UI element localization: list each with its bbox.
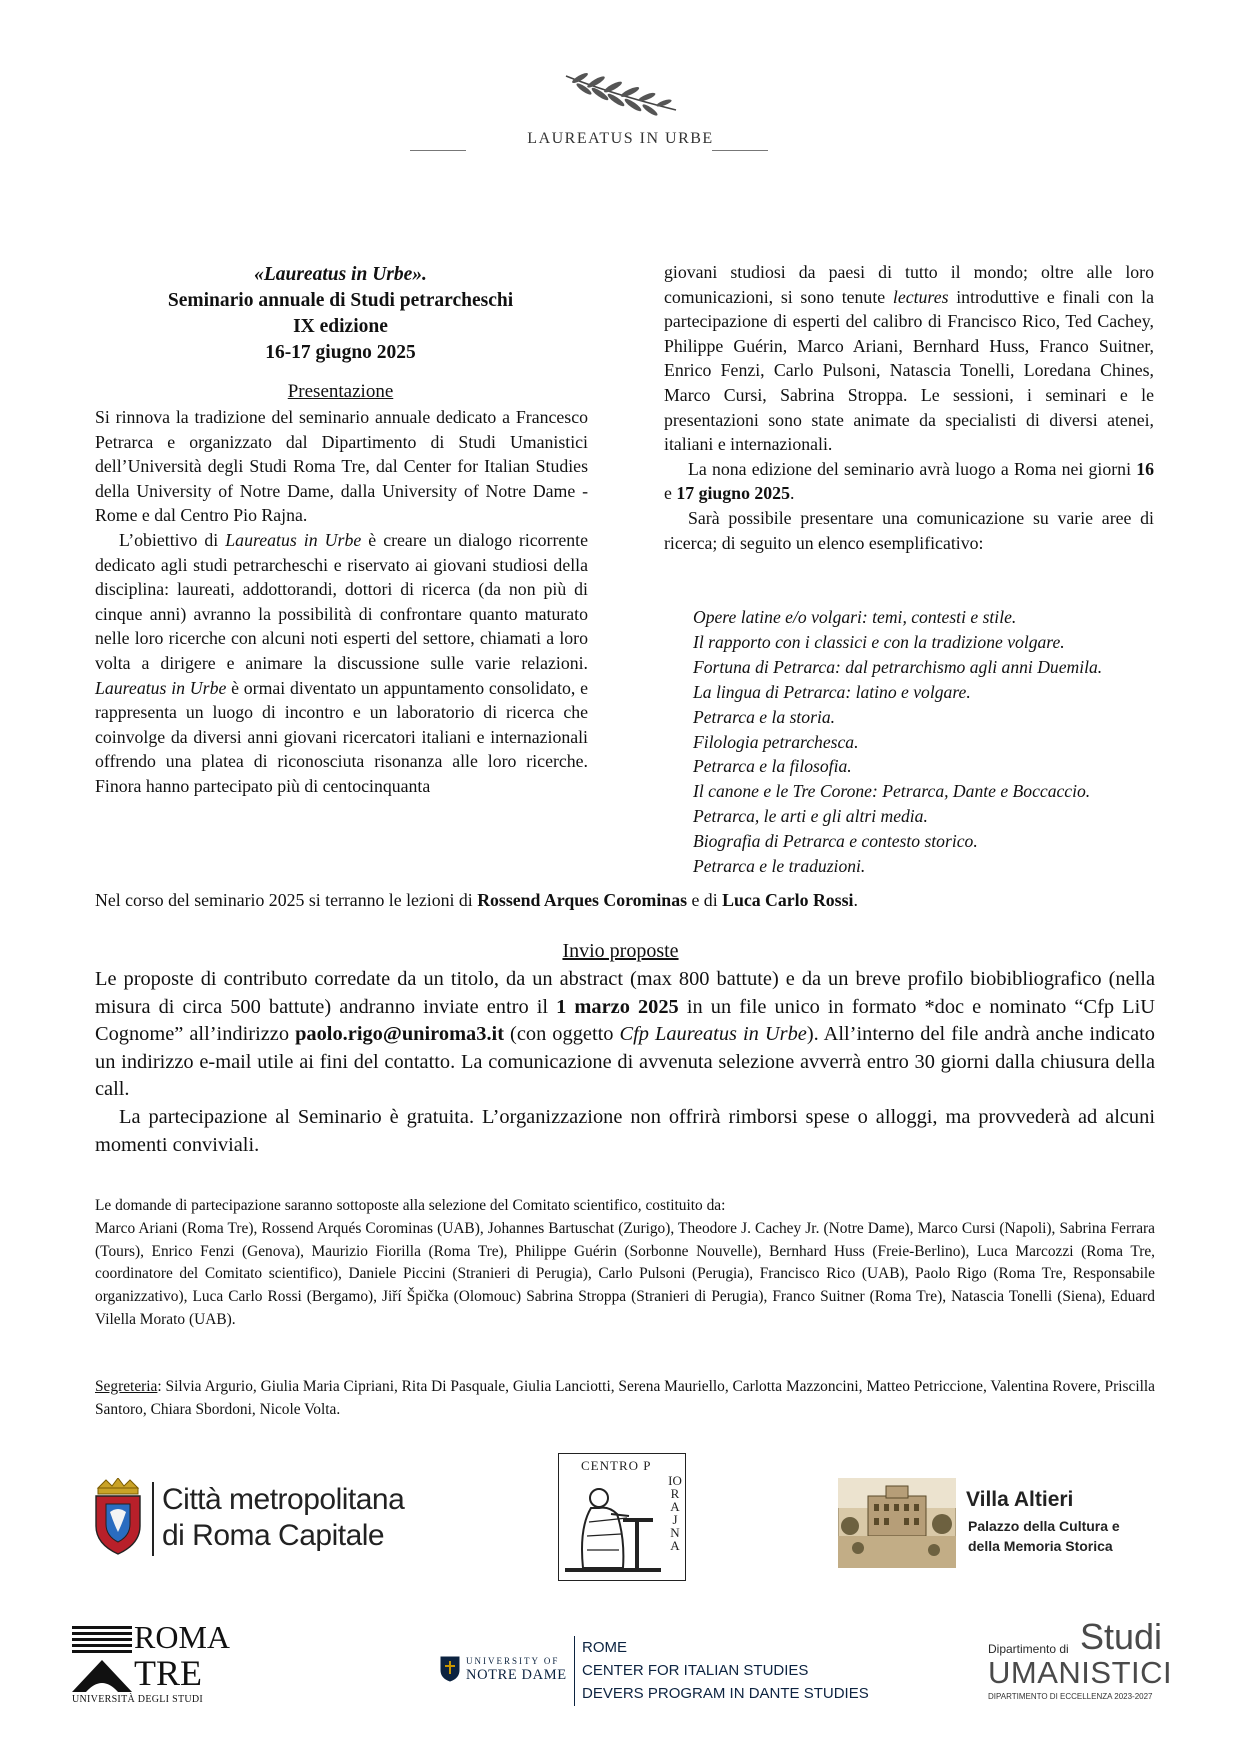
dsu-studi: Studi [1080,1616,1163,1657]
pio-rajna-top-text: CENTRO P [581,1458,652,1473]
italic-title: Laureatus in Urbe [95,677,227,698]
tre-text: TRE [134,1653,202,1693]
list-item: Fortuna di Petrarca: dal petrarchismo agli anni Duemila. [693,656,1103,677]
scholar-engraving-icon [565,1478,661,1576]
villa-engraving-icon [838,1478,956,1568]
left-column [95,405,588,799]
deadline-date: 1 marzo 2025 [556,995,679,1018]
list-item: Petrarca e la storia. [693,706,836,727]
lessons-line [95,888,1155,912]
villa-sub-line-1: Palazzo della Cultura e [968,1518,1120,1534]
lecturer-name: Luca Carlo Rossi [722,890,854,910]
heading-dates: 16-17 giugno 2025 [265,342,416,363]
text-span: (con oggetto [504,1023,620,1046]
text-span: e di [687,890,723,910]
segreteria-names: : Silvia Argurio, Giulia Maria Cipriani, Rita Di Pasquale, Giulia Lanciotti, Serena Mauriello, Carlotta Mazzoncini, Matteo Petriccione, Valentina Rovere, Priscilla Santoro, Chiara Sbordoni, Nicole Volta. [95,1378,1155,1418]
divider [574,1636,575,1706]
seminar-heading [93,262,588,366]
committee-intro: Le domande di partecipazione saranno sottoposte alla selezione del Comitato scientifico, costituito da: [95,1197,726,1214]
studi-umanistici-logo [988,1616,1173,1708]
heading-subtitle: Seminario annuale di Studi petrarcheschi [167,290,514,311]
lecturer-name: Rossend Arques Corominas [477,890,688,910]
roma-text: ROMA [134,1619,231,1655]
villa-sub-line-2: della Memoria Storica [968,1538,1113,1554]
segreteria-label: Segreteria [95,1378,158,1395]
list-item: La lingua di Petrarca: latino e volgare. [693,681,971,702]
presentazione-title: Presentazione [287,381,394,402]
list-item: Filologia petrarchesca. [693,731,859,752]
right-column [664,260,1154,555]
segreteria-section [95,1375,1155,1421]
roma-tre-subtitle: UNIVERSITÀ DEGLI STUDI [72,1694,204,1705]
text-span: introduttive e finali con la partecipazione di esperti del calibro di Francisco Rico, Ted Cachey, Philippe Guérin, Marco Ariani, Bernhard Huss, Franco Suitner, Enrico Fenzi, Carlo Pulsoni, Natascia Tonelli, Loredana Chines, Marco Cursi, Sabrina Stroppa. Le sessioni, i seminari e le presentazioni sono state animate da specialisti di diversi atenei, italiani e internazionali. [664,286,1154,455]
text-span: L’obiettivo di [119,529,226,550]
nd-name: NOTRE DAME [466,1667,567,1683]
heading-title: «Laureatus in Urbe». [254,264,427,285]
masthead-rule-right [712,150,768,151]
text-span: . [853,890,858,910]
roma-tre-logo [72,1619,232,1706]
citta-text [162,1482,404,1554]
list-item: Petrarca e le traduzioni. [693,856,866,877]
text-span: La nona edizione del seminario avrà luogo a Roma nei giorni [688,458,1137,479]
presentazione-paragraph-4: Sarà possibile presentare una comunicazione su varie aree di ricerca; di seguito un elenco esemplificativo: [664,507,1154,553]
text-span: giovani studiosi da paesi di tutto il mondo; oltre alle loro comunicazioni, si sono tenute [664,262,1154,307]
citta-metropolitana-logo [92,1470,432,1575]
committee-members: Marco Ariani (Roma Tre), Rossend Arqués Corominas (UAB), Johannes Bartuschat (Zurigo), Theodore J. Cachey Jr. (Notre Dame), Marco Cursi (Napoli), Sabrina Ferrara (Tours), Enrico Fenzi (Genova), Maurizio Fiorilla (Roma Tre), Philippe Guérin (Sorbonne Nouvelle), Bernhard Huss (Freie-Berlino), Luca Marcozzi (Roma Tre, coordinatore del Comitato scientifico), Daniele Piccini (Stranieri di Perugia), Carlo Pulsoni (Perugia), Francisco Rico (UAB), Paolo Rigo (Roma Tre, Responsabile organizzativo), Luca Carlo Rossi (Bergamo), Jiří Špička (Olomouc) Sabrina Stroppa (Stranieri di Perugia), Franco Suitner (Roma Tre), Natascia Tonelli (Siena), Eduard Vilella Morato (UAB). [95,1219,1155,1328]
bold-date: 17 giugno 2025 [676,483,790,504]
notre-dame-shield-icon [440,1656,460,1682]
presentazione-paragraph-2 [95,528,588,799]
masthead-rule-left [410,150,466,151]
roma-tre-stripes [72,1626,132,1656]
list-item: Opere latine e/o volgari: temi, contesti e stile. [693,607,1017,627]
contact-email[interactable]: paolo.rigo@uniroma3.it [295,1023,504,1046]
coat-of-arms-icon [92,1478,144,1558]
divider [152,1482,154,1556]
heading-edition: IX edizione [293,316,388,337]
bold-date: 16 [1136,458,1154,479]
citta-line-2: di Roma Capitale [162,1519,385,1552]
villa-altieri-logo [838,1478,1168,1573]
invio-paragraph-2: La partecipazione al Seminario è gratuita. L’organizzazione non offrirà rimborsi spese o alloggi, ma provvederà ad alcuni momenti conviviali. [95,1105,1155,1156]
nd-center: CENTER FOR ITALIAN STUDIES [582,1662,809,1679]
text-span: è ormai diventato un appuntamento consolidato, e rappresenta un luogo di incontro e un laboratorio di ricerca che coinvolge da diversi anni giovani ricercatori italiani e internazionali offrendo una platea di riconosciuta risonanza alle loro ricerche. Finora hanno partecipato più di centocinquanta [95,677,589,796]
italic-title: Laureatus in Urbe [225,529,362,550]
list-item: Biografia di Petrarca e contesto storico. [693,831,978,852]
invio-paragraph-1 [95,966,1155,1104]
dsu-subtitle: DIPARTIMENTO DI ECCELLENZA 2023-2027 [988,1692,1153,1701]
presentazione-paragraph-2-cont [664,260,1154,457]
text-span: Nel corso del seminario 2025 si terranno le lezioni di [95,890,478,910]
masthead-title: LAUREATUS IN URBE [527,130,714,147]
masthead [0,70,1241,122]
presentazione-paragraph-1: Si rinnova la tradizione del seminario annuale dedicato a Francesco Petrarca e organizzato dal Dipartimento di Studi Umanistici dell’Università degli Studi Roma Tre, dal Center for Italian Studies della University of Notre Dame, dalla University of Notre Dame - Rome e dal Centro Pio Rajna. [95,407,588,526]
text-span: è creare un dialogo ricorrente dedicato agli studi petrarcheschi e riservato ai giovani studiosi della disciplina: laureati, addottorandi, dottori di ricerca (da non più di cinque anni) avranno la possibilità di confrontare quanto maturato nelle loro ricerche con alcuni noti esperti del settore, chiamati a loro volta a dirigere e animare la discussione sulle varie relazioni. [95,529,588,673]
committee-section [95,1195,1155,1332]
email-subject: Cfp Laureatus in Urbe [619,1023,807,1046]
dsu-umanistici: UMANISTICI [988,1655,1173,1690]
list-item: Il canone e le Tre Corone: Petrarca, Dante e Boccaccio. [693,781,1091,802]
centro-pio-rajna-logo [558,1453,686,1581]
villa-subtitle [968,1516,1120,1556]
villa-title: Villa Altieri [966,1488,1074,1511]
list-item: Petrarca e la filosofia. [693,756,852,777]
text-span: e [664,483,677,504]
text-span: ). All’interno del file andrà anche indicato un indirizzo e-mail utile ai fini del contatto. La comunicazione di avvenuta selezione avverrà entro 30 giorni dalla chiusura della call. [95,1023,1155,1101]
nd-university-of: UNIVERSITY OF [466,1656,560,1666]
laurel-branch-icon [556,70,686,122]
pio-rajna-side-text: IO RAJNA [668,1473,682,1553]
citta-line-1: Città metropolitana [162,1483,405,1516]
italic-term: lectures [892,286,949,307]
text-span: Le proposte di contributo corredate da un titolo, da un abstract (max 800 battute) e da un breve profilo biobibliografico (nella misura di circa 500 battute) andranno inviate entro il [95,968,1155,1018]
list-item: Il rapporto con i classici e con la tradizione volgare. [693,631,1065,652]
text-span: in un file unico in formato *doc e nominato “Cfp LiU Cognome” all’indirizzo [95,995,1155,1046]
dsu-dipartimento: Dipartimento di [988,1642,1069,1656]
presentazione-paragraph-3 [664,457,1154,506]
notre-dame-rome-logo [440,1636,869,1708]
nd-rome: ROME [582,1639,627,1656]
text-span: . [789,483,795,504]
list-item: Petrarca, le arti e gli altri media. [693,806,928,827]
invio-proposte-body [95,966,1155,1159]
nd-devers: DEVERS PROGRAM IN DANTE STUDIES [582,1685,869,1702]
invio-proposte-title: Invio proposte [562,940,679,962]
roma-tre-arch-icon [72,1660,132,1692]
topics-list [693,605,1163,879]
nd-program-text [582,1636,869,1705]
